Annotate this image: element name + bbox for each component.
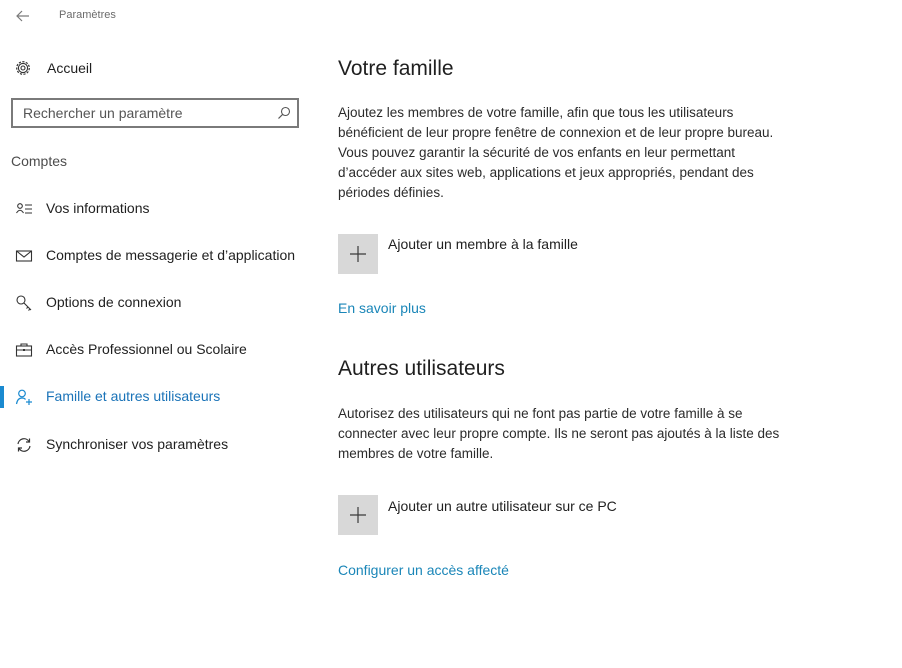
plus-icon [348,244,368,264]
search-input[interactable] [23,103,263,123]
home-label: Accueil [47,60,93,76]
home-link[interactable] [14,57,92,79]
add-person-icon [15,388,33,406]
mail-icon [15,247,33,265]
title-bar [0,0,902,32]
plus-icon [348,505,368,525]
add-family-member-button[interactable] [338,234,378,274]
add-other-user-label[interactable]: Ajouter un autre utilisateur sur ce PC [388,498,617,514]
add-other-user-button[interactable] [338,495,378,535]
sidebar-item-label: Comptes de messagerie et d’application [46,247,296,263]
gear-icon [14,59,32,77]
sidebar-item-label: Accès Professionnel ou Scolaire [46,341,247,357]
family-heading: Votre famille [338,57,454,80]
window-title: Paramètres [59,9,116,21]
search-icon[interactable] [276,105,292,121]
other-users-heading: Autres utilisateurs [338,357,505,380]
key-icon [15,294,33,312]
sidebar-item-comptes-messagerie[interactable] [0,238,320,274]
section-label: Comptes [11,153,68,169]
family-description: Ajoutez les membres de votre famille, afin que tous les utilisateurs bénéficient de leur propre fenêtre de connexion et de leur propre bureau. Vous pouvez garantir la sécurité de vos enfants en leur permettant d’accéder aux sites web, applications et jeux appropriés, pendant des périodes définies. [338,105,774,200]
sidebar-item-options-connexion[interactable] [0,285,320,321]
sidebar-item-label: Vos informations [46,200,150,216]
active-indicator [0,386,4,408]
assigned-access-link[interactable]: Configurer un accès affecté [338,562,509,578]
sidebar-item-vos-informations[interactable] [0,191,320,227]
sidebar-item-label: Famille et autres utilisateurs [46,388,221,404]
sidebar-item-synchroniser[interactable] [0,427,320,463]
sidebar-item-acces-professionnel[interactable] [0,332,320,368]
sidebar-item-label: Synchroniser vos paramètres [46,436,229,452]
sidebar-item-famille[interactable] [0,379,320,415]
other-users-description: Autorisez des utilisateurs qui ne font pas partie de votre famille à se connecter avec leur propre compte. Ils ne seront pas ajoutés à la liste des membres de votre famille. [338,406,780,461]
person-info-icon [15,200,33,218]
sync-icon [15,436,33,454]
add-family-member-label[interactable]: Ajouter un membre à la famille [388,236,578,252]
learn-more-link[interactable]: En savoir plus [338,300,426,316]
briefcase-icon [15,341,33,359]
back-arrow-icon[interactable] [13,6,33,26]
sidebar-item-label: Options de connexion [46,294,182,310]
search-box[interactable] [11,98,299,128]
